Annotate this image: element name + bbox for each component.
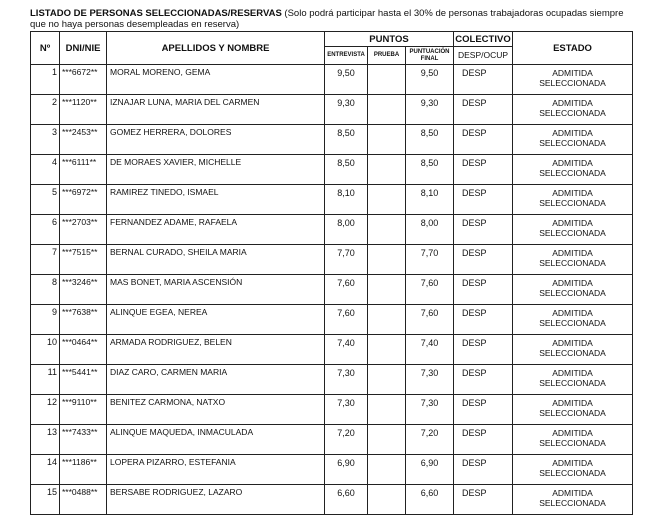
row-prueba	[368, 245, 406, 275]
row-final: 7,60	[406, 305, 454, 335]
row-number: 14	[31, 455, 60, 485]
row-final: 7,30	[406, 365, 454, 395]
row-dni: ***6672**	[60, 65, 107, 95]
estado-line-2: SELECCIONADA	[539, 288, 606, 298]
row-name: GOMEZ HERRERA, DOLORES	[107, 125, 325, 155]
row-estado	[513, 365, 633, 395]
row-colectivo: DESP	[454, 365, 513, 395]
row-number: 12	[31, 395, 60, 425]
table-body	[31, 65, 633, 515]
estado-line-1: ADMITIDA	[552, 218, 593, 228]
row-name: RAMIREZ TINEDO, ISMAEL	[107, 185, 325, 215]
row-number: 7	[31, 245, 60, 275]
header-puntos: PUNTOS	[325, 32, 454, 47]
header-dni: DNI/NIE	[60, 32, 107, 65]
row-final: 7,30	[406, 395, 454, 425]
row-final: 9,30	[406, 95, 454, 125]
row-name: BERNAL CURADO, SHEILA MARIA	[107, 245, 325, 275]
row-estado	[513, 215, 633, 245]
row-number: 1	[31, 65, 60, 95]
row-final: 7,60	[406, 275, 454, 305]
row-estado	[513, 125, 633, 155]
estado-line-1: ADMITIDA	[552, 248, 593, 258]
row-prueba	[368, 215, 406, 245]
row-entrevista: 7,20	[325, 425, 368, 455]
row-colectivo: DESP	[454, 185, 513, 215]
row-prueba	[368, 305, 406, 335]
row-prueba	[368, 155, 406, 185]
row-colectivo: DESP	[454, 485, 513, 515]
row-name: BENITEZ CARMONA, NATXO	[107, 395, 325, 425]
table-row	[31, 65, 633, 95]
estado-line-2: SELECCIONADA	[539, 378, 606, 388]
header-final: PUNTUACIÓN FINAL	[406, 47, 454, 65]
estado-line-1: ADMITIDA	[552, 128, 593, 138]
row-number: 3	[31, 125, 60, 155]
row-entrevista: 8,00	[325, 215, 368, 245]
estado-line-2: SELECCIONADA	[539, 318, 606, 328]
row-entrevista: 7,30	[325, 395, 368, 425]
row-entrevista: 7,60	[325, 275, 368, 305]
header-n: Nº	[31, 32, 60, 65]
estado-line-2: SELECCIONADA	[539, 228, 606, 238]
row-dni: ***2453**	[60, 125, 107, 155]
row-final: 6,60	[406, 485, 454, 515]
row-entrevista: 7,30	[325, 365, 368, 395]
table-row	[31, 95, 633, 125]
row-dni: ***9110**	[60, 395, 107, 425]
list-heading	[30, 8, 632, 30]
document	[30, 8, 632, 515]
table-row	[31, 455, 633, 485]
row-colectivo: DESP	[454, 395, 513, 425]
table-row	[31, 335, 633, 365]
row-colectivo: DESP	[454, 125, 513, 155]
estado-line-1: ADMITIDA	[552, 368, 593, 378]
row-name: IZNAJAR LUNA, MARIA DEL CARMEN	[107, 95, 325, 125]
estado-line-1: ADMITIDA	[552, 68, 593, 78]
row-estado	[513, 185, 633, 215]
estado-line-1: ADMITIDA	[552, 308, 593, 318]
row-estado	[513, 155, 633, 185]
row-dni: ***0488**	[60, 485, 107, 515]
row-number: 15	[31, 485, 60, 515]
row-final: 8,00	[406, 215, 454, 245]
row-entrevista: 7,40	[325, 335, 368, 365]
estado-line-2: SELECCIONADA	[539, 258, 606, 268]
row-dni: ***2703**	[60, 215, 107, 245]
row-colectivo: DESP	[454, 335, 513, 365]
row-name: MORAL MORENO, GEMA	[107, 65, 325, 95]
table-row	[31, 425, 633, 455]
row-final: 8,10	[406, 185, 454, 215]
row-entrevista: 8,50	[325, 125, 368, 155]
row-name: DIAZ CARO, CARMEN MARIA	[107, 365, 325, 395]
table-row	[31, 155, 633, 185]
row-prueba	[368, 395, 406, 425]
row-number: 5	[31, 185, 60, 215]
row-prueba	[368, 335, 406, 365]
row-prueba	[368, 125, 406, 155]
header-name: APELLIDOS Y NOMBRE	[107, 32, 325, 65]
row-entrevista: 9,50	[325, 65, 368, 95]
row-prueba	[368, 95, 406, 125]
estado-line-2: SELECCIONADA	[539, 78, 606, 88]
estado-line-1: ADMITIDA	[552, 428, 593, 438]
row-final: 6,90	[406, 455, 454, 485]
row-name: ALINQUE MAQUEDA, INMACULADA	[107, 425, 325, 455]
estado-line-1: ADMITIDA	[552, 458, 593, 468]
list-title: LISTADO DE PERSONAS SELECCIONADAS/RESERVAS	[30, 8, 282, 19]
estado-line-1: ADMITIDA	[552, 488, 593, 498]
estado-line-2: SELECCIONADA	[539, 168, 606, 178]
estado-line-1: ADMITIDA	[552, 98, 593, 108]
row-number: 4	[31, 155, 60, 185]
estado-line-2: SELECCIONADA	[539, 408, 606, 418]
row-colectivo: DESP	[454, 215, 513, 245]
row-final: 7,20	[406, 425, 454, 455]
table-row	[31, 185, 633, 215]
row-dni: ***6972**	[60, 185, 107, 215]
row-prueba	[368, 485, 406, 515]
estado-line-2: SELECCIONADA	[539, 468, 606, 478]
row-final: 8,50	[406, 155, 454, 185]
row-colectivo: DESP	[454, 275, 513, 305]
row-colectivo: DESP	[454, 65, 513, 95]
row-number: 13	[31, 425, 60, 455]
row-final: 7,40	[406, 335, 454, 365]
row-dni: ***7515**	[60, 245, 107, 275]
row-prueba	[368, 365, 406, 395]
row-final: 8,50	[406, 125, 454, 155]
row-dni: ***5441**	[60, 365, 107, 395]
list-note: (Solo podrá participar hasta el 30% de personas trabajadoras ocupadas siempre que no haya personas desempleadas en reserva)	[30, 8, 624, 30]
row-prueba	[368, 455, 406, 485]
row-colectivo: DESP	[454, 305, 513, 335]
table-row	[31, 275, 633, 305]
estado-line-1: ADMITIDA	[552, 278, 593, 288]
row-entrevista: 8,50	[325, 155, 368, 185]
row-name: BERSABE RODRIGUEZ, LAZARO	[107, 485, 325, 515]
row-estado	[513, 335, 633, 365]
row-dni: ***0464**	[60, 335, 107, 365]
row-dni: ***7638**	[60, 305, 107, 335]
header-entrevista: ENTREVISTA	[325, 47, 368, 65]
row-entrevista: 6,60	[325, 485, 368, 515]
estado-line-1: ADMITIDA	[552, 398, 593, 408]
row-name: LOPERA PIZARRO, ESTEFANIA	[107, 455, 325, 485]
header-colectivo-sub: DESP/OCUP	[454, 47, 513, 65]
row-name: FERNANDEZ ADAME, RAFAELA	[107, 215, 325, 245]
row-colectivo: DESP	[454, 455, 513, 485]
table-row	[31, 125, 633, 155]
row-final: 7,70	[406, 245, 454, 275]
row-estado	[513, 95, 633, 125]
estado-line-2: SELECCIONADA	[539, 438, 606, 448]
row-prueba	[368, 65, 406, 95]
row-entrevista: 7,60	[325, 305, 368, 335]
estado-line-1: ADMITIDA	[552, 338, 593, 348]
row-dni: ***6111**	[60, 155, 107, 185]
row-colectivo: DESP	[454, 425, 513, 455]
row-entrevista: 9,30	[325, 95, 368, 125]
table-row	[31, 215, 633, 245]
row-name: ARMADA RODRIGUEZ, BELEN	[107, 335, 325, 365]
row-estado	[513, 455, 633, 485]
table-row	[31, 485, 633, 515]
row-colectivo: DESP	[454, 95, 513, 125]
row-estado	[513, 275, 633, 305]
row-number: 9	[31, 305, 60, 335]
header-estado: ESTADO	[513, 32, 633, 65]
row-entrevista: 7,70	[325, 245, 368, 275]
row-number: 2	[31, 95, 60, 125]
row-name: ALINQUE EGEA, NEREA	[107, 305, 325, 335]
row-estado	[513, 485, 633, 515]
estado-line-1: ADMITIDA	[552, 188, 593, 198]
row-prueba	[368, 425, 406, 455]
estado-line-2: SELECCIONADA	[539, 348, 606, 358]
row-dni: ***7433**	[60, 425, 107, 455]
row-prueba	[368, 185, 406, 215]
estado-line-2: SELECCIONADA	[539, 108, 606, 118]
row-name: DE MORAES XAVIER, MICHELLE	[107, 155, 325, 185]
estado-line-1: ADMITIDA	[552, 158, 593, 168]
row-estado	[513, 395, 633, 425]
row-number: 8	[31, 275, 60, 305]
row-name: MAS BONET, MARIA ASCENSIÓN	[107, 275, 325, 305]
row-number: 6	[31, 215, 60, 245]
estado-line-2: SELECCIONADA	[539, 498, 606, 508]
row-colectivo: DESP	[454, 245, 513, 275]
table-row	[31, 365, 633, 395]
row-entrevista: 6,90	[325, 455, 368, 485]
candidates-table	[30, 31, 633, 515]
row-estado	[513, 245, 633, 275]
row-estado	[513, 425, 633, 455]
row-dni: ***1120**	[60, 95, 107, 125]
row-entrevista: 8,10	[325, 185, 368, 215]
row-prueba	[368, 275, 406, 305]
row-estado	[513, 305, 633, 335]
table-row	[31, 245, 633, 275]
estado-line-2: SELECCIONADA	[539, 138, 606, 148]
row-number: 11	[31, 365, 60, 395]
estado-line-2: SELECCIONADA	[539, 198, 606, 208]
row-dni: ***3246**	[60, 275, 107, 305]
row-final: 9,50	[406, 65, 454, 95]
header-prueba: PRUEBA	[368, 47, 406, 65]
row-dni: ***1186**	[60, 455, 107, 485]
row-number: 10	[31, 335, 60, 365]
header-colectivo: COLECTIVO	[455, 33, 511, 45]
table-row	[31, 305, 633, 335]
table-row	[31, 395, 633, 425]
row-estado	[513, 65, 633, 95]
row-colectivo: DESP	[454, 155, 513, 185]
